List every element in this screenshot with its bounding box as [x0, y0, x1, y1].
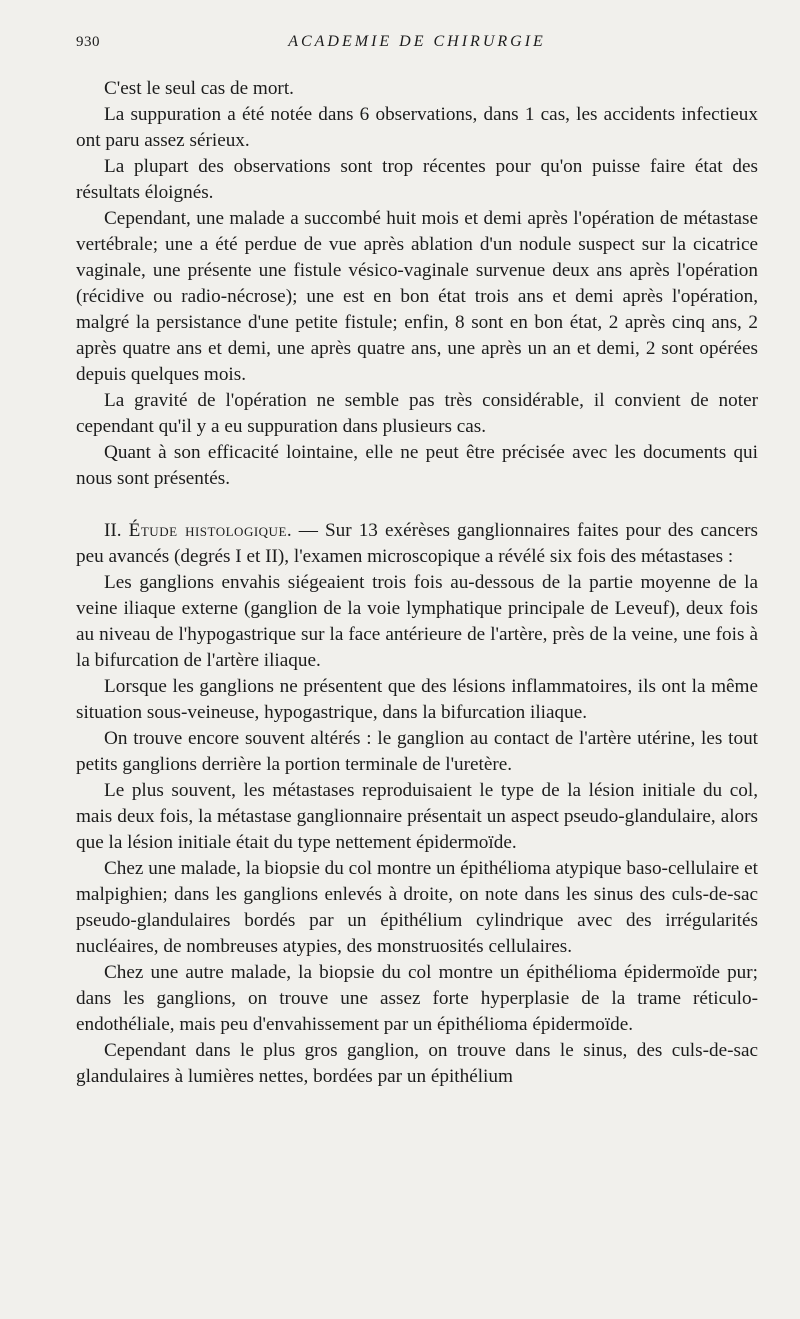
paragraph: Quant à son efficacité lointaine, elle ne peut être précisée avec les documents qui nous sont présentés.: [76, 442, 758, 489]
paragraph: Les ganglions envahis siégeaient trois fois au-dessous de la partie moyenne de la veine iliaque externe (ganglion de la voie lymphatique principale de Leveuf), deux fois au niveau de l'hypogastrique sur la face antérieure de l'artère, près de la veine, une fois à la bifurcation de l'artère iliaque.: [76, 572, 758, 671]
section-heading-paragraph: II. Étude histologique. — Sur 13 exérèses ganglionnaires faites pour des cancers peu avancés (degrés I et II), l'examen microscopique a révélé six fois des métastases :: [76, 520, 759, 567]
paragraph: La suppuration a été notée dans 6 observations, dans 1 cas, les accidents infectieux ont paru assez sérieux.: [76, 104, 758, 151]
section-title: Étude histologique: [128, 520, 287, 541]
section-numeral: II.: [104, 520, 122, 541]
paragraph: C'est le seul cas de mort.: [104, 78, 294, 99]
paragraph: Chez une autre malade, la biopsie du col montre un épithélioma épidermoïde pur; dans les ganglions, on trouve une assez forte hyperplasie de la trame réticulo-endothéliale, mais peu d'envahissement par un épithélioma épidermoïde.: [76, 962, 758, 1035]
paragraph: La gravité de l'opération ne semble pas très considérable, il convient de noter cependant qu'il y a eu suppuration dans plusieurs cas.: [76, 390, 758, 437]
paragraph: Cependant, une malade a succombé huit mois et demi après l'opération de métastase vertébrale; une a été perdue de vue après ablation d'un nodule suspect sur la cicatrice vaginale, une présente une fistule vésico-vaginale survenue deux ans après l'opération (récidive ou radio-nécrose); une est en bon état trois ans et demi après l'opération, malgré la persistance d'une petite fistule; enfin, 8 sont en bon état, 2 après cinq ans, 2 après quatre ans et demi, une après quatre ans, une après un an et demi, 2 sont opérées depuis quelques mois.: [76, 208, 758, 385]
section-first-sentence: Sur 13 exérèses ganglionnaires faites pour des cancers peu avancés (degrés I et II), l'examen microscopique a révélé six fois des métastases :: [76, 520, 759, 567]
body-text: [76, 76, 758, 1090]
paragraph: Le plus souvent, les métastases reproduisaient le type de la lésion initiale du col, mais deux fois, la métastase ganglionnaire présentait un aspect pseudo-glandulaire, alors que la lésion initiale était du type nettement épidermoïde.: [76, 780, 758, 853]
paragraph: Lorsque les ganglions ne présentent que des lésions inflammatoires, ils ont la même situation sous-veineuse, hypogastrique, dans la bifurcation iliaque.: [76, 676, 758, 723]
running-head: [76, 30, 758, 54]
section-dash: —: [298, 520, 318, 541]
paragraph: La plupart des observations sont trop récentes pour qu'on puisse faire état des résultats éloignés.: [76, 156, 758, 203]
page-number: 930: [76, 34, 100, 50]
paragraph: On trouve encore souvent altérés : le ganglion au contact de l'artère utérine, les tout petits ganglions derrière la portion terminale de l'uretère.: [76, 728, 758, 775]
paragraph: Chez une malade, la biopsie du col montre un épithélioma atypique baso-cellulaire et malpighien; dans les ganglions enlevés à droite, on note dans les sinus des culs-de-sac pseudo-glandulaires bordés par un épithélium cylindrique avec des irrégularités nucléaires, de nombreuses atypies, des monstruosités cellulaires.: [76, 858, 758, 957]
paragraph: Cependant dans le plus gros ganglion, on trouve dans le sinus, des culs-de-sac glandulaires à lumières nettes, bordées par un épithélium: [76, 1040, 758, 1087]
journal-title: ACADEMIE DE CHIRURGIE: [288, 33, 546, 50]
